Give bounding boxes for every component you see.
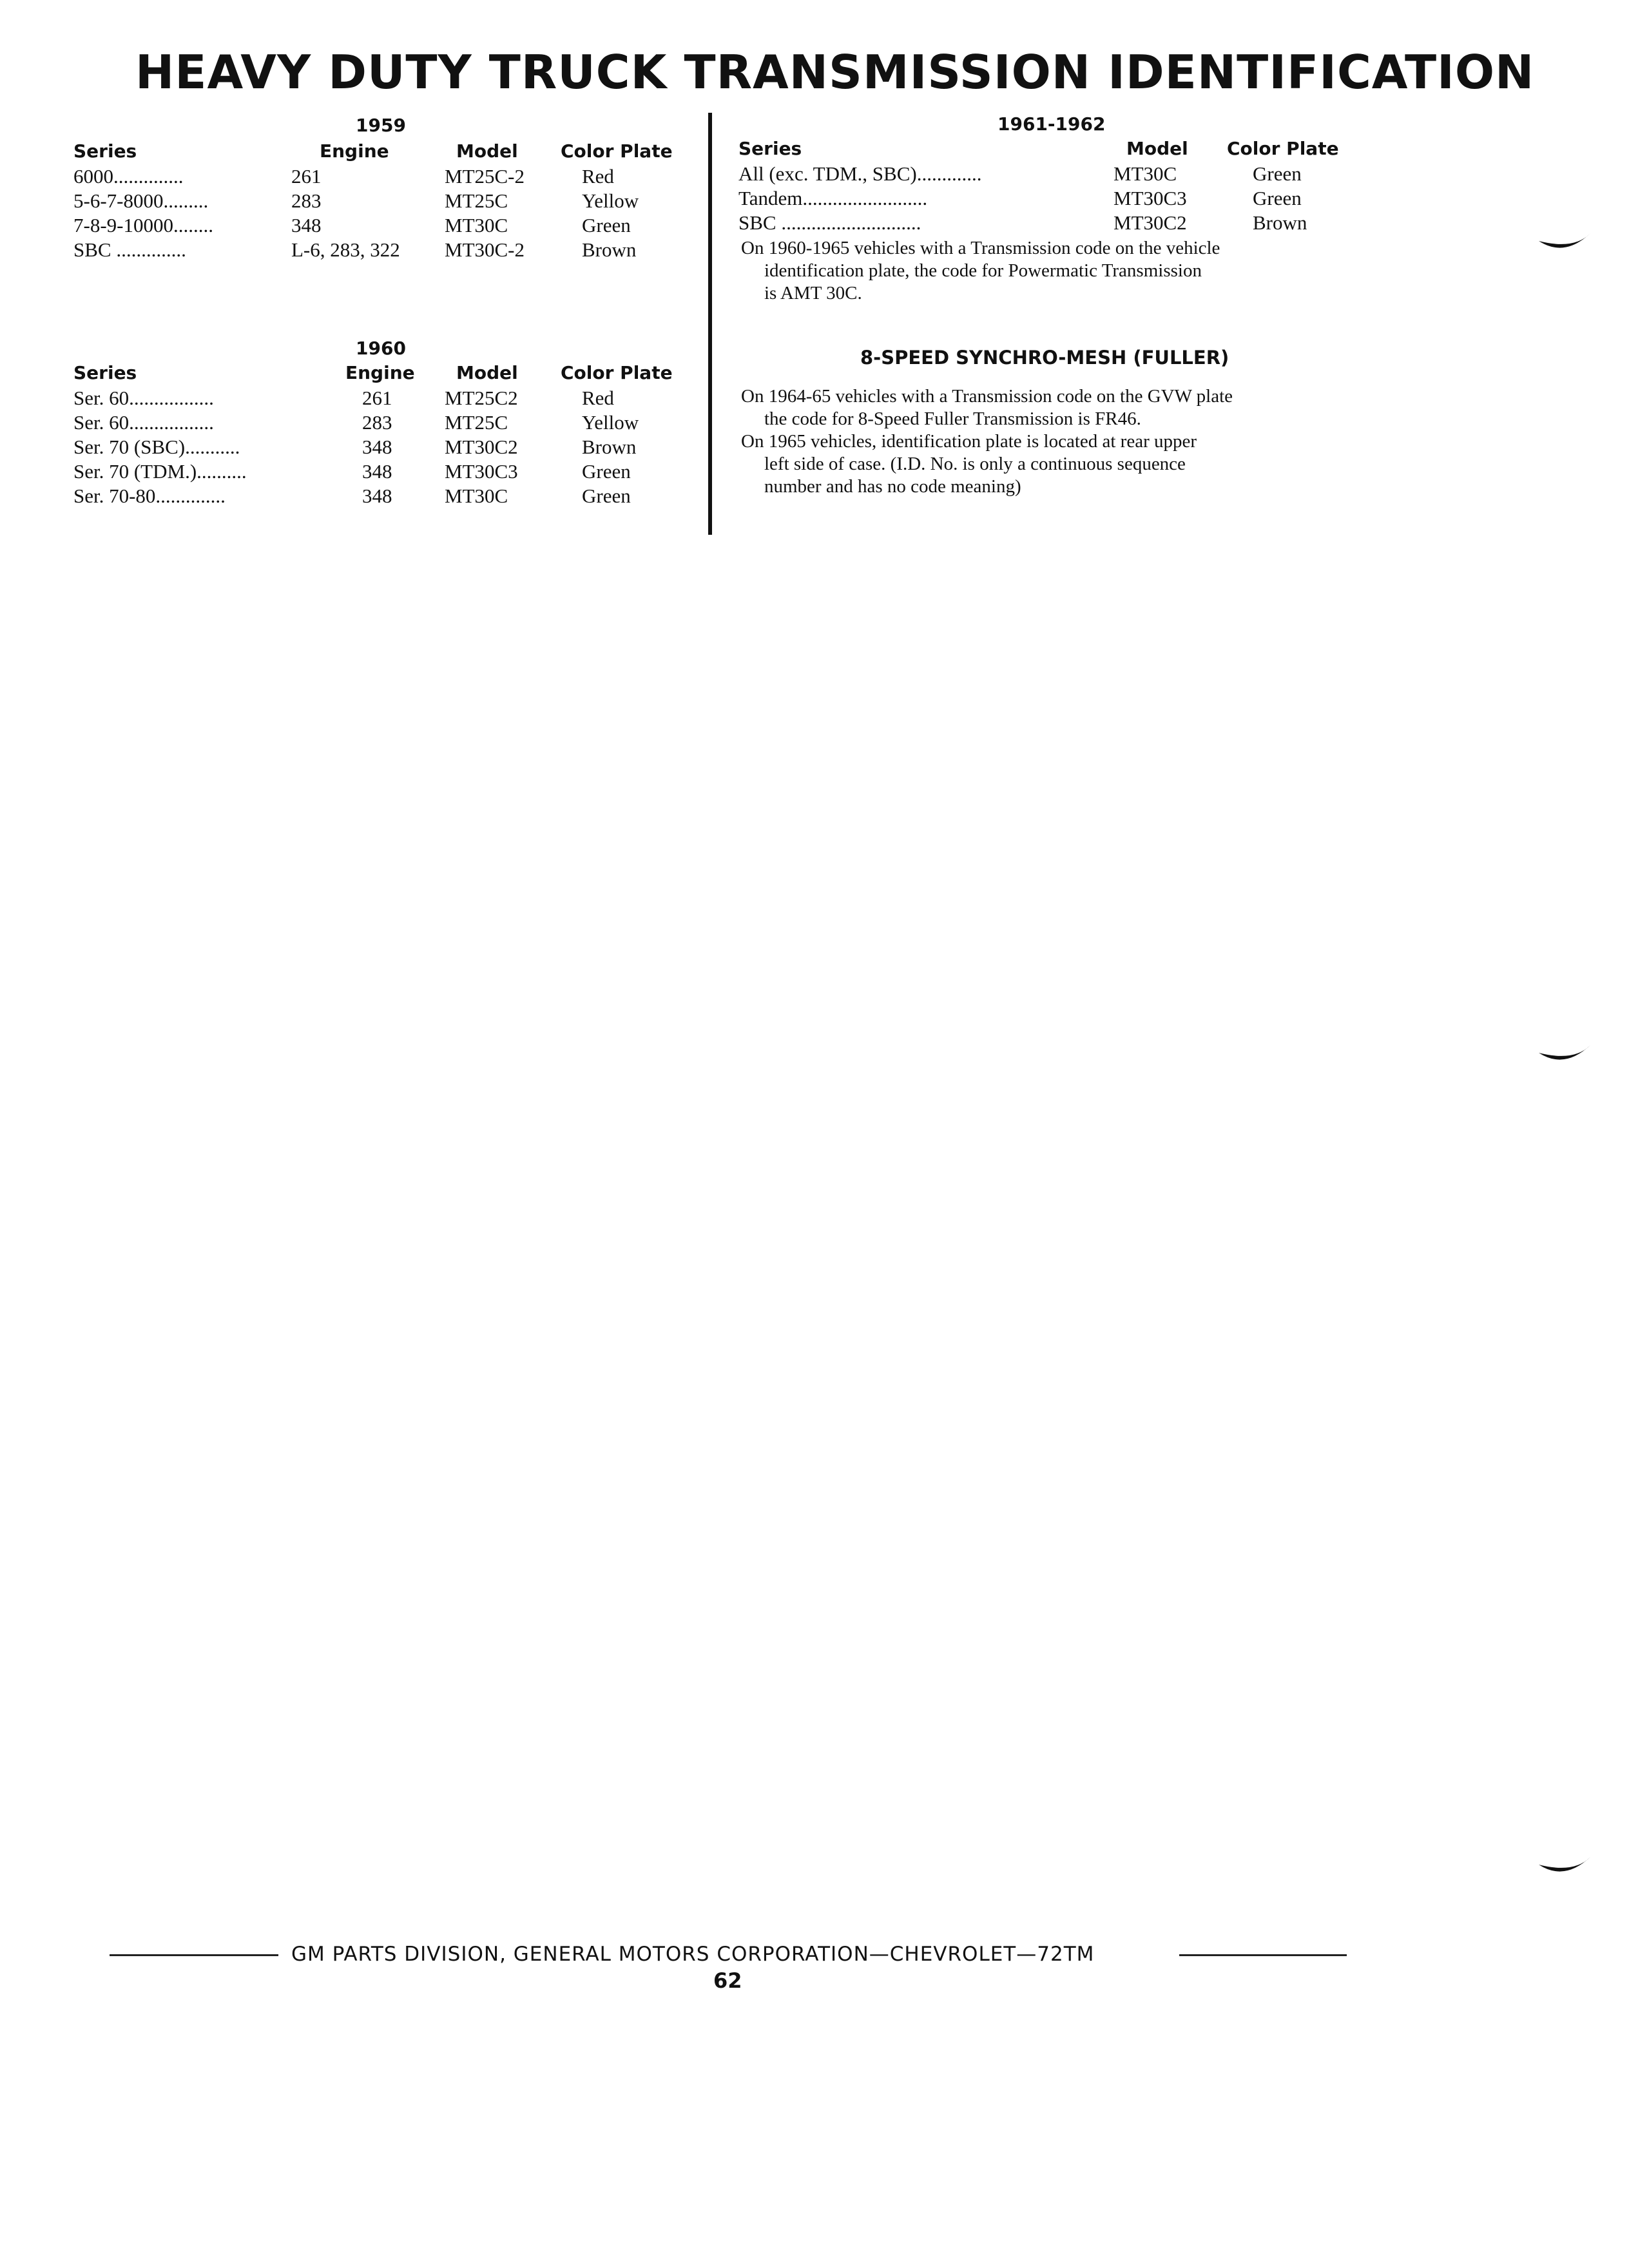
table-row-model: MT30C [445, 485, 508, 507]
note-line: identification plate, the code for Powermatic Transmission [764, 260, 1202, 281]
table-row-series: SBC ............................ [738, 211, 921, 234]
header-series: Series [73, 362, 137, 383]
note-line: is AMT 30C. [764, 283, 862, 303]
table-row-color: Yellow [582, 189, 639, 212]
table-row-color: Green [582, 214, 631, 236]
table-row-engine: 283 [291, 189, 322, 212]
table-row-series: Ser. 70-80.............. [73, 485, 226, 507]
header-model: Model [456, 140, 518, 162]
table-row-engine: 348 [362, 485, 392, 507]
table-row-color: Red [582, 165, 614, 187]
note-line: On 1960-1965 vehicles with a Transmission code on the vehicle [741, 238, 1220, 258]
table-row-color: Green [1253, 187, 1302, 209]
table-row-model: MT30C3 [445, 460, 518, 483]
header-series: Series [738, 138, 802, 159]
table-row-color: Yellow [582, 411, 639, 434]
fuller-note-plate [741, 430, 1197, 498]
table-row-model: MT30C [1113, 162, 1177, 185]
table-row-series: Tandem......................... [738, 187, 928, 209]
table-row-engine: 348 [362, 460, 392, 483]
table-row-model: MT25C [445, 189, 508, 212]
header-engine: Engine [320, 140, 389, 162]
header-color-plate: Color Plate [561, 140, 673, 162]
table-row-model: MT25C-2 [445, 165, 525, 187]
header-engine: Engine [345, 362, 415, 383]
page-number: 62 [713, 1968, 742, 1993]
page-title: HEAVY DUTY TRUCK TRANSMISSION IDENTIFICATION [135, 45, 1535, 99]
table-year: 1960 [356, 338, 406, 359]
table-row-model: MT30C3 [1113, 187, 1187, 209]
note-line: On 1964-65 vehicles with a Transmission code on the GVW plate [741, 386, 1233, 407]
table-row-color: Green [582, 485, 631, 507]
footer-text: GM PARTS DIVISION, GENERAL MOTORS CORPORATION—CHEVROLET—72TM [291, 1943, 1095, 1966]
table-row-engine: 261 [291, 165, 322, 187]
header-color-plate: Color Plate [561, 362, 673, 383]
binder-mark-icon [1536, 1856, 1594, 1881]
binder-mark-icon [1536, 1044, 1594, 1070]
table-row-model: MT30C2 [1113, 211, 1187, 234]
note-line: the code for 8-Speed Fuller Transmission is FR46. [764, 408, 1141, 429]
table-row-color: Red [582, 387, 614, 409]
table-row-engine: L-6, 283, 322 [291, 238, 400, 261]
table-row-color: Brown [582, 436, 637, 458]
table-row-series: All (exc. TDM., SBC)............. [738, 162, 982, 185]
table-row-color: Green [1253, 162, 1302, 185]
table-row-model: MT30C2 [445, 436, 518, 458]
note-line: left side of case. (I.D. No. is only a continuous sequence [764, 454, 1186, 474]
header-model: Model [456, 362, 518, 383]
table-row-engine: 283 [362, 411, 392, 434]
table-row-engine: 348 [291, 214, 322, 236]
table-row-model: MT25C2 [445, 387, 518, 409]
header-model: Model [1126, 138, 1188, 159]
footer-rule-left [110, 1954, 278, 1956]
note-line: On 1965 vehicles, identification plate is located at rear upper [741, 431, 1197, 452]
table-row-model: MT30C-2 [445, 238, 525, 261]
table-year: 1959 [356, 115, 406, 136]
fuller-note-gvw [741, 385, 1233, 430]
table-row-color: Green [582, 460, 631, 483]
table-year: 1961-1962 [998, 113, 1106, 135]
table-row-series: Ser. 70 (SBC)........... [73, 436, 240, 458]
table-row-series: 6000.............. [73, 165, 184, 187]
table-row-series: 5-6-7-8000......... [73, 189, 209, 212]
table-row-series: Ser. 60................. [73, 387, 214, 409]
header-series: Series [73, 140, 137, 162]
table-row-series: SBC .............. [73, 238, 186, 261]
table-row-engine: 348 [362, 436, 392, 458]
column-divider [708, 113, 712, 535]
fuller-section-title: 8-SPEED SYNCHRO-MESH (FULLER) [860, 347, 1229, 369]
table-row-series: Ser. 70 (TDM.).......... [73, 460, 247, 483]
table-row-engine: 261 [362, 387, 392, 409]
table-row-color: Brown [1253, 211, 1307, 234]
powermatic-note [741, 237, 1220, 305]
table-row-model: MT25C [445, 411, 508, 434]
header-color-plate: Color Plate [1227, 138, 1339, 159]
binder-mark-icon [1536, 232, 1594, 258]
table-row-series: 7-8-9-10000........ [73, 214, 213, 236]
footer-rule-right [1179, 1954, 1347, 1956]
table-row-color: Brown [582, 238, 637, 261]
table-row-model: MT30C [445, 214, 508, 236]
note-line: number and has no code meaning) [764, 476, 1021, 497]
table-row-series: Ser. 60................. [73, 411, 214, 434]
